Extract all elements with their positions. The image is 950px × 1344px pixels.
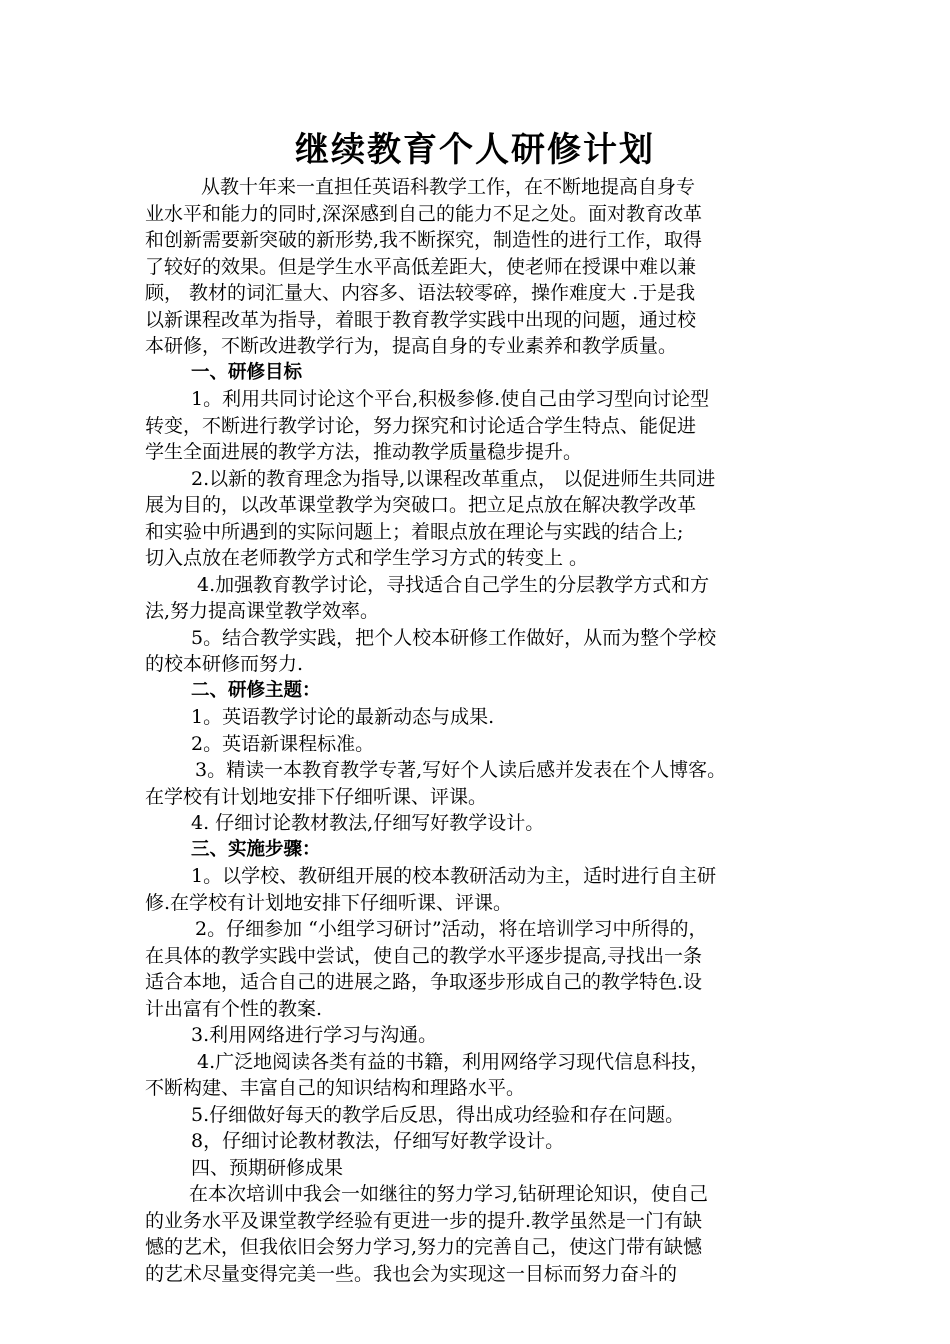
text-line: 3.利用网络进行学习与沟通。 — [191, 1024, 438, 1046]
section-heading: 一、研修目标 — [191, 361, 303, 383]
text-line: 的艺术尽量变得完美一些。我也会为实现这一目标而努力奋斗的 — [145, 1262, 678, 1285]
text-line: 适合本地，适合自己的进展之路，争取逐步形成自己的教学特色.设 — [145, 971, 703, 993]
text-line: 在具体的教学实践中尝试，使自己的教学水平逐步提高,寻找出一条 — [145, 944, 703, 967]
text-line: 展为目的，以改革课堂教学为突破口。把立足点放在解决教学改革 — [145, 494, 697, 516]
text-line: 的业务水平及课堂教学经验有更进一步的提升.教学虽然是一门有缺 — [145, 1209, 703, 1232]
text-line: 在本次培训中我会一如继往的努力学习,钻研理论知识，使自己 — [189, 1183, 709, 1205]
text-line: 8，仔细讨论教材教法，仔细写好教学设计。 — [191, 1130, 565, 1152]
text-line: 2。仔细参加 “小组学习研讨”活动，将在培训学习中所得的， — [195, 918, 708, 940]
text-line: 1。利用共同讨论这个平台,积极参修.使自己由学习型向讨论型 — [191, 388, 710, 410]
text-line: 2。英语新课程标准。 — [191, 732, 375, 755]
text-line: 计出富有个性的教案. — [145, 997, 323, 1020]
text-line: 切入点放在老师教学方式和学生学习方式的转变上 。 — [145, 547, 589, 569]
text-line: 学生全面进展的教学方法，推动教学质量稳步提升。 — [145, 441, 583, 463]
text-line: 憾的艺术，但我依旧会努力学习,努力的完善自己，使这门带有缺憾 — [145, 1236, 703, 1258]
text-line: 1。以学校、教研组开展的校本教研活动为主，适时进行自主研 — [191, 865, 717, 887]
section-heading: 二、研修主题： — [191, 679, 321, 701]
section-heading: 四、预期研修成果 — [191, 1156, 344, 1179]
text-line: 和创新需要新突破的新形势,我不断探究，制造性的进行工作，取得 — [145, 229, 703, 251]
text-line: 了较好的效果。但是学生水平高低差距大，使老师在授课中难以兼 — [145, 255, 697, 278]
text-line: 不断构建、丰富自己的知识结构和理路水平。 — [145, 1077, 526, 1099]
text-line: 本研修，不断改进教学行为，提高自身的专业素养和教学质量。 — [145, 335, 678, 357]
text-line: 4.广泛地阅读各类有益的书籍，利用网络学习现代信息科技， — [197, 1050, 710, 1073]
text-line: 5。结合教学实践，把个人校本研修工作做好，从而为整个学校 — [191, 626, 717, 649]
text-line: 5.仔细做好每天的教学后反思，得出成功经验和存在问题。 — [191, 1103, 685, 1126]
text-line: 3。精读一本教育教学专著,写好个人读后感并发表在个人博客。 — [195, 759, 727, 781]
text-line: 以新课程改革为指导，着眼于教育教学实践中出现的问题，通过校 — [145, 308, 697, 331]
document-title: 继续教育个人研修计划 — [295, 130, 655, 170]
text-line: 2.以新的教育理念为指导,以课程改革重点， 以促进师生共同进 — [191, 467, 716, 490]
text-line: 顾， 教材的词汇量大、内容多、语法较零碎，操作难度大 .于是我 — [145, 282, 696, 304]
text-line: 和实验中所遇到的实际问题上；着眼点放在理论与实践的结合上; — [145, 520, 684, 543]
text-line: 法,努力提高课堂教学效率。 — [145, 600, 380, 622]
text-line: 4.加强教育教学讨论，寻找适合自己学生的分层教学方式和方 — [197, 573, 710, 596]
document-body — [145, 174, 815, 1287]
text-line: 修.在学校有计划地安排下仔细听课、评课。 — [145, 891, 513, 914]
text-line: 1。英语教学讨论的最新动态与成果. — [191, 706, 495, 728]
text-line: 从教十年来一直担任英语科教学工作，在不断地提高自身专 — [201, 176, 696, 198]
text-line: 在学校有计划地安排下仔细听课、评课。 — [145, 785, 488, 808]
text-line: 转变，不断进行教学讨论，努力探究和讨论适合学生特点、能促进 — [145, 414, 697, 437]
section-heading: 三、实施步骤： — [191, 838, 321, 860]
text-line: 业水平和能力的同时,深深感到自己的能力不足之处。面对教育改革 — [145, 202, 703, 225]
text-line: 的校本研修而努力. — [145, 653, 304, 675]
text-line: 4. 仔细讨论教材教法,仔细写好教学设计。 — [191, 812, 545, 834]
